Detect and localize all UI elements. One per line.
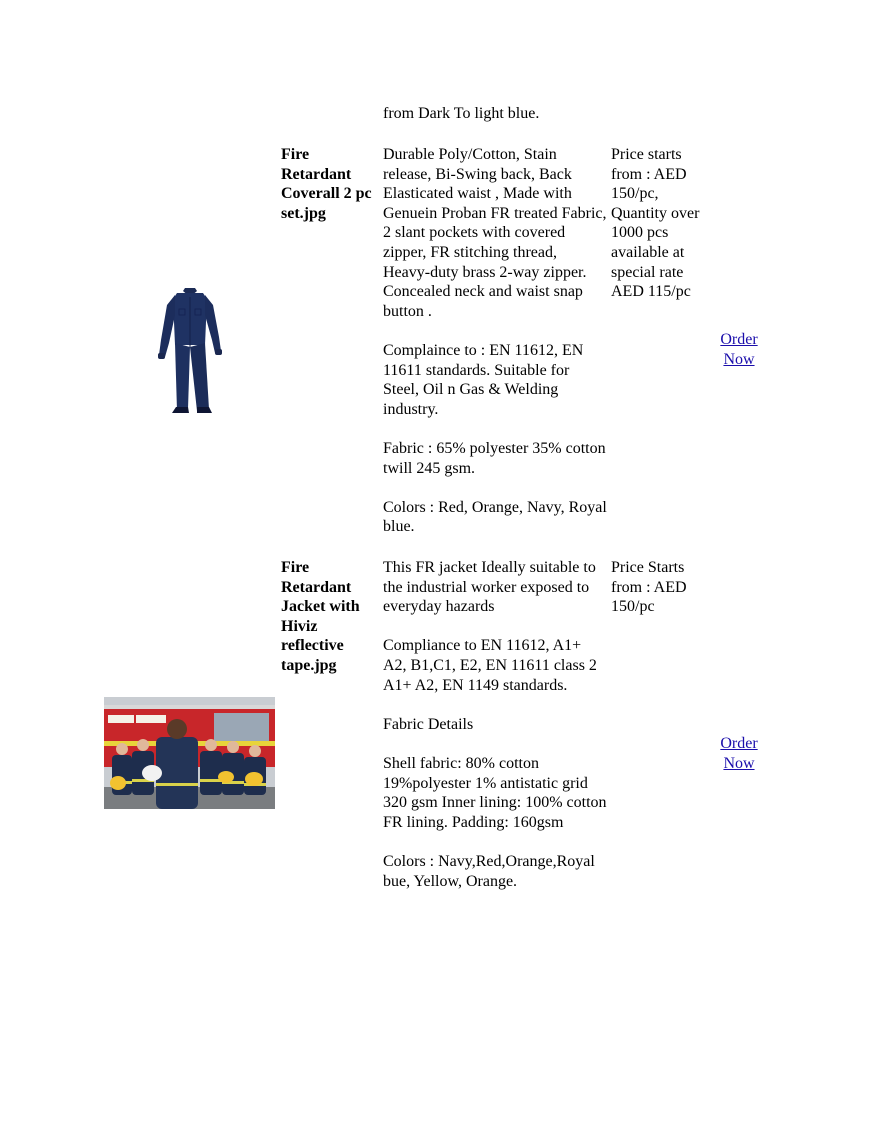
product-image-jacket	[104, 697, 275, 809]
description-paragraph: Colors : Navy,Red,Orange,Royal bue, Yellow, Orange.	[383, 852, 595, 890]
carryover-text: from Dark To light blue.	[383, 105, 540, 122]
navy-coverall-image	[155, 285, 225, 415]
description-paragraph: Complaince to : EN 11612, EN 11611 standards. Suitable for Steel, Oil n Gas & Welding industry.	[383, 341, 584, 418]
order-now-link[interactable]: Order Now	[720, 331, 758, 368]
description-paragraph: Shell fabric: 80% cotton 19%polyester 1% antistatic grid 320 gsm Inner lining: 100% cotton FR lining. Padding: 160gsm	[383, 754, 607, 831]
product-name: Fire Retardant Coverall 2 pc set.jpg	[281, 146, 372, 222]
order-now-link[interactable]: Order Now	[720, 735, 758, 772]
product-price: Price Starts from : AED 150/pc	[611, 559, 687, 616]
description-paragraph: Compliance to EN 11612, A1+ A2, B1,C1, E2, EN 11611 class 2 A1+ A2, EN 1149 standards.	[383, 637, 597, 694]
description-paragraph: Durable Poly/Cotton, Stain release, Bi-Swing back, Back Elasticated waist , Made with Genuein Proban FR treated Fabric, 2 slant pockets with covered zipper, FR stitching thread, Heavy-duty brass 2-way zipper. Concealed neck and waist snap button .	[383, 146, 607, 320]
description-paragraph: Fabric Details	[383, 715, 474, 733]
description-paragraph: Fabric : 65% polyester 35% cotton twill 245 gsm.	[383, 439, 606, 477]
firefighters-photo	[104, 697, 275, 809]
description-paragraph: Colors : Red, Orange, Navy, Royal blue.	[383, 498, 607, 536]
product-description	[383, 558, 607, 891]
product-name: Fire Retardant Jacket with Hiviz reflective tape.jpg	[281, 559, 360, 674]
product-price: Price starts from : AED 150/pc, Quantity over 1000 pcs available at special rate AED 115/pc	[611, 146, 700, 301]
product-description	[383, 145, 607, 537]
description-paragraph: This FR jacket Ideally suitable to the industrial worker exposed to everyday hazards	[383, 559, 596, 616]
product-image-coverall	[150, 282, 230, 417]
